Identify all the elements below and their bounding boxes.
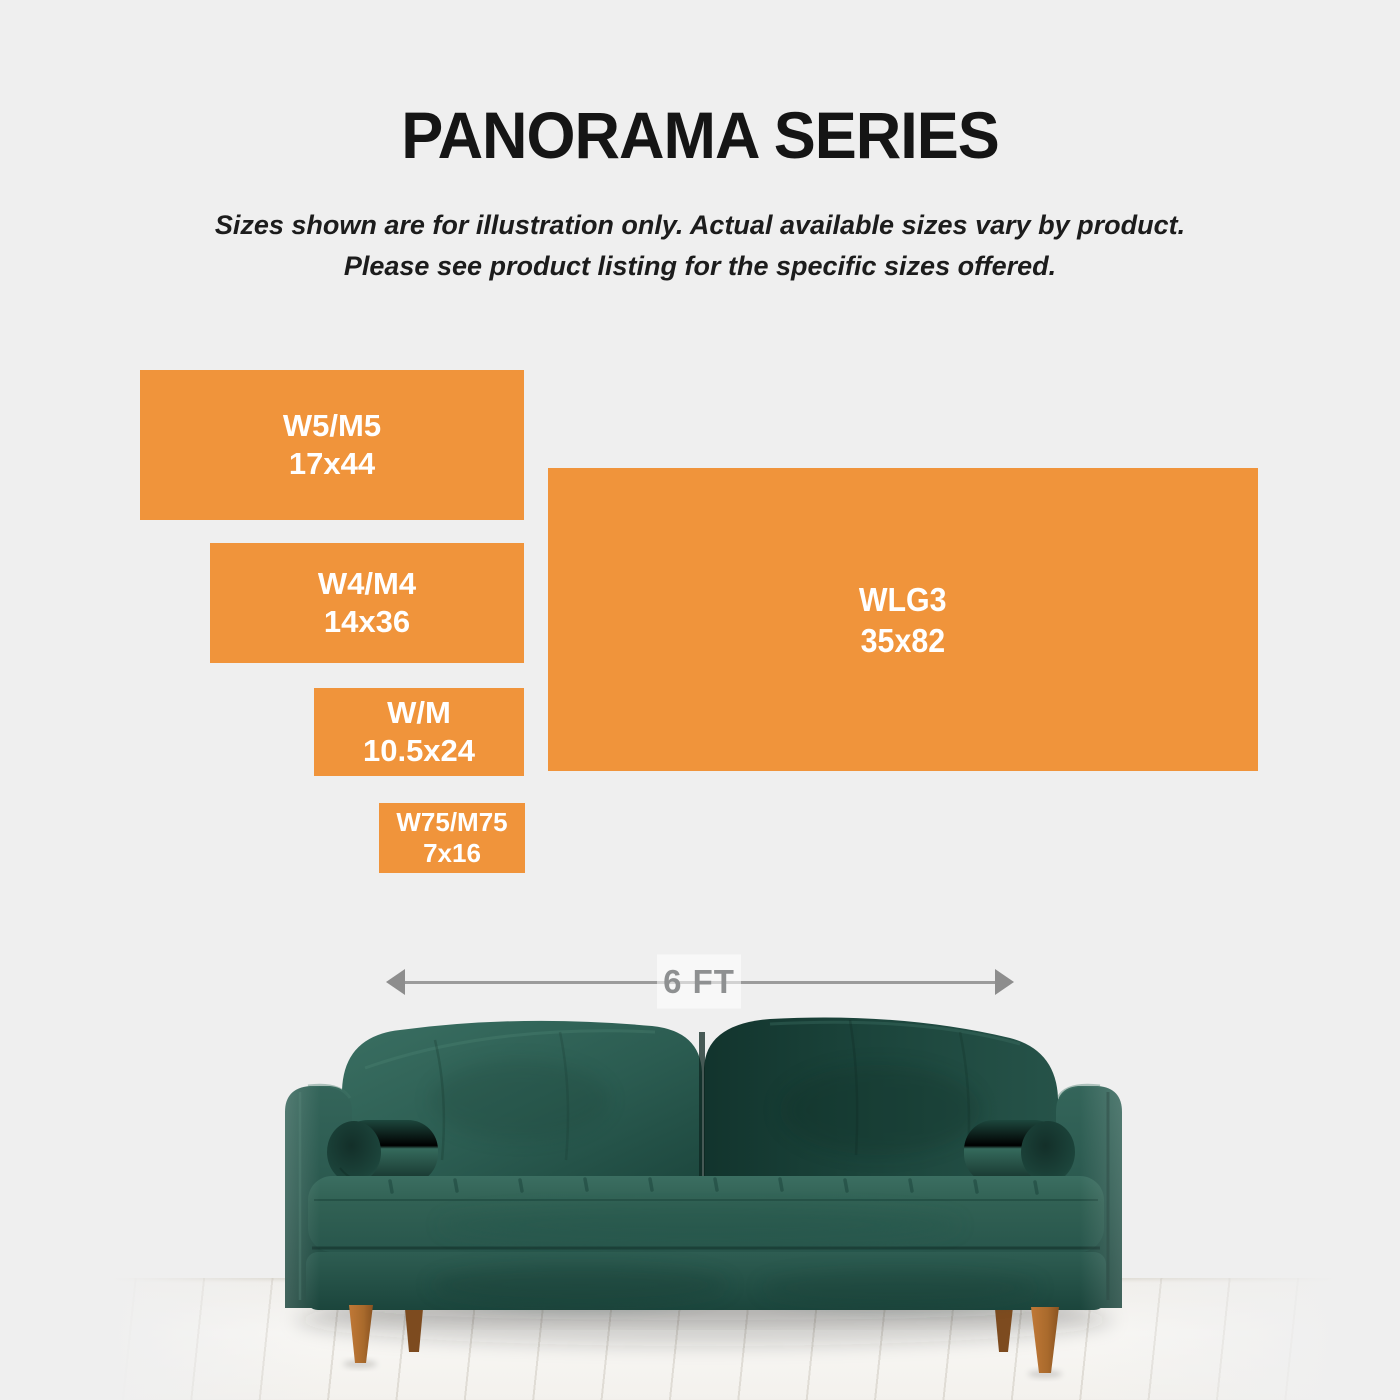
arrow-right-icon — [995, 969, 1014, 995]
size-dimensions: 17x44 — [288, 446, 376, 481]
disclaimer-line-1: Sizes shown are for illustration only. Actual available sizes vary by product. — [214, 210, 1186, 240]
disclaimer-text — [0, 205, 1400, 287]
size-dimensions: 35x82 — [860, 621, 946, 659]
arrow-left-icon — [386, 969, 405, 995]
size-box-wm — [314, 688, 524, 776]
size-box-w75m75 — [379, 803, 525, 873]
size-dimensions: 10.5x24 — [362, 733, 476, 768]
page-title: PANORAMA SERIES — [401, 99, 999, 173]
size-code: WLG3 — [859, 580, 947, 618]
size-box-w5m5 — [140, 370, 524, 520]
photo-fade-right — [1080, 930, 1400, 1400]
size-dimensions: 7x16 — [423, 838, 481, 868]
sofa-base — [306, 1252, 1106, 1310]
sofa-illustration — [260, 1000, 1140, 1400]
sofa-back-cushions — [342, 1018, 1058, 1190]
width-label: 6 FT — [657, 954, 741, 1008]
photo-fade-left — [0, 930, 320, 1400]
disclaimer-line-2: Please see product listing for the specific sizes offered. — [343, 251, 1057, 281]
size-code: W5/M5 — [282, 408, 382, 443]
size-box-wlg3 — [548, 468, 1258, 771]
size-dimensions: 14x36 — [323, 604, 411, 639]
size-box-w4m4 — [210, 543, 524, 663]
size-code: W/M — [387, 695, 451, 730]
sofa-seat-cushion — [308, 1176, 1104, 1252]
size-code: W4/M4 — [317, 566, 417, 601]
size-code: W75/M75 — [396, 807, 508, 837]
